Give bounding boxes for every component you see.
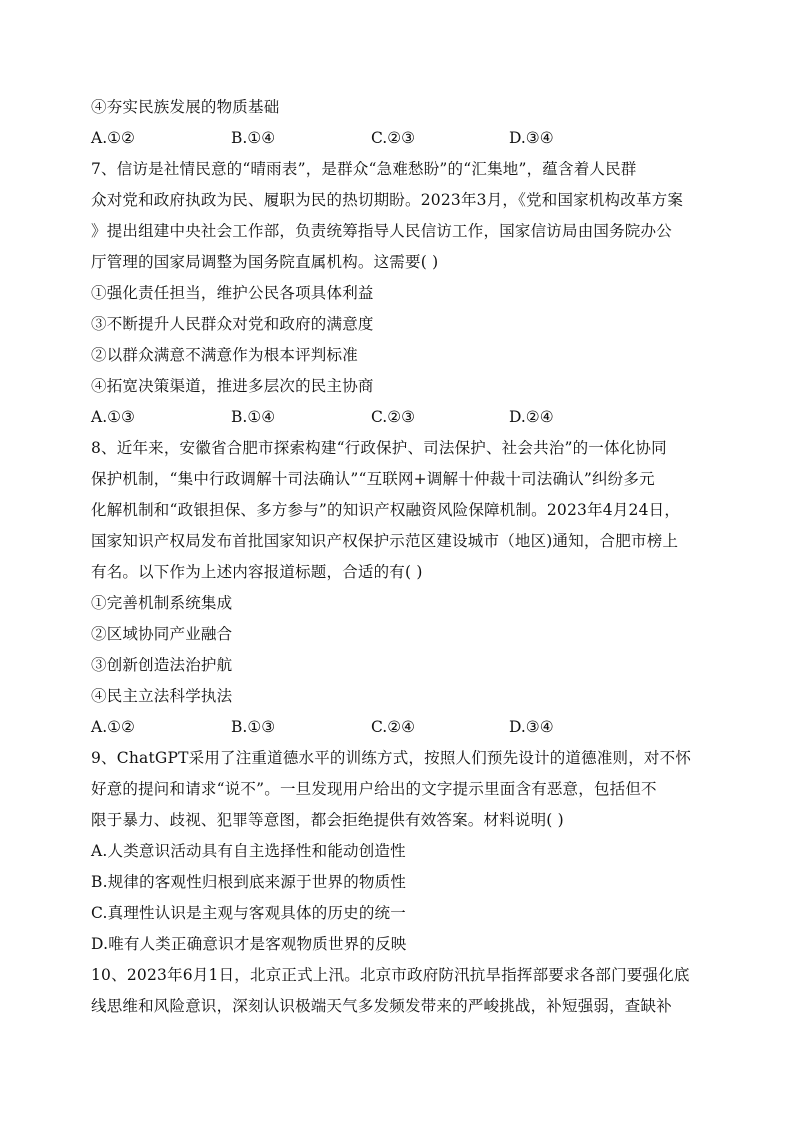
text-line: C.真理性认识是主观与客观具体的历史的统一 bbox=[91, 904, 406, 922]
text-line: 化解机制和“政银担保、多方参与”的知识产权融资风险保障机制。2023年4月24日， bbox=[91, 501, 681, 519]
text-line: ②区域协同产业融合 bbox=[91, 625, 233, 643]
answer-option: B.①④ bbox=[231, 129, 276, 147]
answer-option: B.①③ bbox=[231, 718, 276, 736]
text-line: 》提出组建中央社会工作部，负责统筹指导人民信访工作，国家信访局由国务院办公 bbox=[91, 222, 672, 240]
text-line: ③不断提升人民群众对党和政府的满意度 bbox=[91, 315, 374, 333]
text-line: ③创新创造法治护航 bbox=[91, 656, 233, 674]
text-line: ②以群众满意不满意作为根本评判标准 bbox=[91, 346, 358, 364]
text-line: 8、近年来，安徽省合肥市探索构建“行政保护、司法保护、社会共治”的一体化协同 bbox=[91, 439, 667, 457]
answer-option: A.①② bbox=[91, 718, 135, 736]
text-line: 厅管理的国家局调整为国务院直属机构。这需要( ) bbox=[91, 253, 439, 271]
answer-options-row bbox=[91, 123, 711, 154]
answer-option: A.①③ bbox=[91, 408, 135, 426]
document-body bbox=[91, 92, 711, 1022]
answer-options-row bbox=[91, 402, 711, 433]
text-line: 好意的提问和请求“说不”。一旦发现用户给出的文字提示里面含有恶意，包括但不 bbox=[91, 780, 657, 798]
text-line: ①完善机制系统集成 bbox=[91, 594, 233, 612]
text-line: ④拓宽决策渠道，推进多层次的民主协商 bbox=[91, 377, 374, 395]
answer-option: C.②③ bbox=[371, 408, 416, 426]
text-line: 国家知识产权局发布首批国家知识产权保护示范区建设城市（地区)通知，合肥市榜上 bbox=[91, 532, 679, 550]
text-line: ④民主立法科学执法 bbox=[91, 687, 233, 705]
answer-option: C.②④ bbox=[371, 718, 416, 736]
text-line: 线思维和风险意识，深刻认识极端天气多发频发带来的严峻挑战，补短强弱，查缺补 bbox=[91, 997, 672, 1015]
text-line: 保护机制，“集中行政调解十司法确认”“互联网+调解十仲裁十司法确认”纠纷多元 bbox=[91, 470, 655, 488]
text-line: ①强化责任担当，维护公民各项具体利益 bbox=[91, 284, 374, 302]
text-line: 7、信访是社情民意的“晴雨表”，是群众“急难愁盼”的“汇集地”，蕴含着人民群 bbox=[91, 160, 637, 178]
text-line: 10、2023年6月1日，北京正式上汛。北京市政府防汛抗旱指挥部要求各部门要强化底 bbox=[91, 966, 690, 984]
text-line: ④夯实民族发展的物质基础 bbox=[91, 98, 280, 116]
text-line: A.人类意识活动具有自主选择性和能动创造性 bbox=[91, 842, 406, 860]
answer-option: D.③④ bbox=[509, 718, 554, 736]
answer-option: B.①④ bbox=[231, 408, 276, 426]
text-line: D.唯有人类正确意识才是客观物质世界的反映 bbox=[91, 935, 407, 953]
text-line: 9、ChatGPT采用了注重道德水平的训练方式，按照人们预先设计的道德准则，对不怀 bbox=[91, 749, 692, 767]
answer-option: A.①② bbox=[91, 129, 135, 147]
answer-option: C.②③ bbox=[371, 129, 416, 147]
text-line: 限于暴力、歧视、犯罪等意图，都会拒绝提供有效答案。材料说明( ) bbox=[91, 811, 564, 829]
text-line: 众对党和政府执政为民、履职为民的热切期盼。2023年3月，《党和国家机构改革方案 bbox=[91, 191, 684, 209]
answer-option: D.③④ bbox=[509, 129, 554, 147]
text-line: B.规律的客观性归根到底来源于世界的物质性 bbox=[91, 873, 407, 891]
answer-options-row bbox=[91, 712, 711, 743]
answer-option: D.②④ bbox=[509, 408, 554, 426]
text-line: 有名。以下作为上述内容报道标题，合适的有( ) bbox=[91, 563, 423, 581]
